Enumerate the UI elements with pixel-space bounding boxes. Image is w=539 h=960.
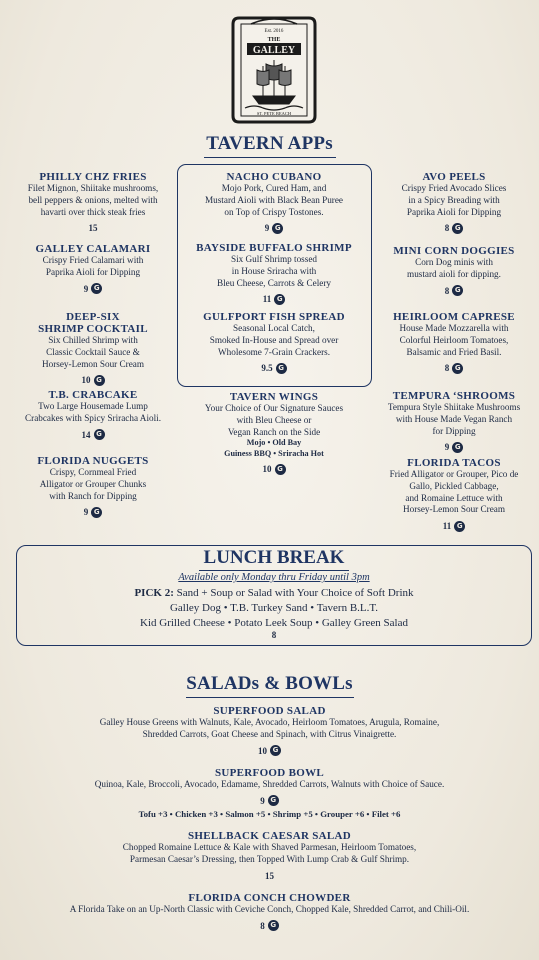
price: 8 — [271, 630, 277, 640]
menu-item-superfood-salad: SUPERFOOD SALAD Galley House Greens with Walnuts, Kale, Avocado, Heirloom Tomatoes, Arugula, Romaine, Shredded Carrots, Goat Cheese and Spinach, with Citrus Vinaigrette. 10 G — [99, 705, 440, 756]
gluten-free-icon: G — [268, 795, 279, 806]
wing-sauce-list: Mojo • Old Bay — [246, 438, 302, 448]
lunch-availability: Available only Monday thru Friday until 3pm — [178, 572, 370, 583]
price: 10 — [262, 464, 272, 475]
gluten-free-icon: G — [91, 283, 102, 294]
gluten-free-icon: G — [452, 285, 463, 296]
menu-item-tavern-wings: TAVERN WINGS Your Choice of Our Signature Sauces with Bleu Cheese or Vegan Ranch on the Side Mojo • Old Bay Guiness BBQ • Sriracha Hot 10 G — [172, 391, 376, 477]
gluten-free-icon: G — [454, 521, 465, 532]
price: 9 — [444, 442, 450, 453]
menu-item-florida-nuggets: FLORIDA NUGGETS Crispy, Cornmeal Fried Alligator or Grouper Chunks with Ranch for Dipping 9 G — [37, 455, 149, 518]
menu-item-philly-chz-fries: PHILLY CHZ FRIES Filet Mignon, Shiitake mushrooms, bell peppers & onions, melted with havarti over thick steak fries 15 — [27, 171, 159, 234]
menu-item-shellback-caesar-salad: SHELLBACK CAESAR SALAD Chopped Romaine Lettuce & Kale with Shaved Parmesan, Heirloom Tomatoes, Parmesan Caesar’s Dressing, then Topped With Lump Crab & Gulf Shrimp. 15 — [122, 830, 417, 881]
price: 15 — [88, 223, 98, 234]
menu-item-florida-conch-chowder: FLORIDA CONCH CHOWDER A Florida Take on an Up-North Classic with Ceviche Conch, Chopped Kale, Shredded Carrot, and Chili-Oil. 8 G — [69, 892, 470, 931]
gluten-free-icon: G — [94, 375, 105, 386]
menu-item-mini-corn-doggies: MINI CORN DOGGIES Corn Dog minis with mustard aioli for dipping. 8 G — [393, 245, 515, 296]
salads-bowls-title: SALADs & BOWLs — [0, 673, 539, 698]
menu-item-deep-six-shrimp-cocktail: DEEP-SIX SHRIMP COCKTAIL Six Chilled Shrimp with Classic Cocktail Sauce & Horsey-Lemon Sour Cream 10 G — [38, 311, 148, 386]
menu-item-avo-peels: AVO PEELS Crispy Fried Avocado Slices in a Spicy Breading with Paprika Aioli for Dipping 8 G — [401, 171, 507, 234]
menu-item-bayside-buffalo-shrimp: BAYSIDE BUFFALO SHRIMP Six Gulf Shrimp tossed in House Sriracha with Bleu Cheese, Carrots & Celery 11 G — [196, 242, 352, 305]
gluten-free-icon: G — [272, 223, 283, 234]
price: 10 — [81, 375, 91, 386]
logo-name: GALLEY — [252, 45, 296, 56]
menu-item-tempura-shrooms: TEMPURA ‘SHROOMS Tempura Style Shiitake Mushrooms with House Made Vegan Ranch for Dipping 9 G — [387, 390, 521, 453]
lunch-break-title: LUNCH BREAK — [16, 547, 532, 571]
gluten-free-icon: G — [452, 223, 463, 234]
price: 11 — [262, 294, 272, 305]
price: 9 — [83, 283, 89, 294]
gluten-free-icon: G — [275, 464, 286, 475]
price: 8 — [444, 223, 450, 234]
menu-item-superfood-bowl: SUPERFOOD BOWL Quinoa, Kale, Broccoli, Avocado, Edamame, Shredded Carrots, Walnuts with Choice of Sauce. 9 G Tofu +3 • Chicken +3 • Salmon +5 • Shrimp +5 • Grouper +6 • Filet +6 — [0, 767, 539, 819]
wing-sauce-list: Guiness BBQ • Sriracha Hot — [224, 448, 324, 458]
logo-location: ST. PETE BEACH — [256, 111, 292, 116]
price: 10 — [258, 745, 267, 756]
price: 9 — [260, 795, 265, 806]
price: 9 — [264, 223, 270, 234]
lunch-pick-two: PICK 2: Sand + Soup or Salad with Your Choice of Soft Drink Galley Dog • T.B. Turkey Sand • Tavern B.L.T. Kid Grilled Cheese • Potato Leek Soup • Galley Green Salad 8 — [16, 587, 532, 640]
price: 15 — [265, 870, 274, 881]
galley-logo — [229, 12, 319, 128]
gluten-free-icon: G — [270, 745, 281, 756]
price: 8 — [444, 285, 450, 296]
price: 8 — [260, 920, 265, 931]
price: 8 — [444, 363, 450, 374]
gluten-free-icon: G — [452, 442, 463, 453]
price: 14 — [81, 429, 91, 440]
svg-text:THE: THE — [267, 37, 281, 43]
gluten-free-icon: G — [94, 429, 105, 440]
menu-item-galley-calamari: GALLEY CALAMARI Crispy Fried Calamari with Paprika Aioli for Dipping 9 G — [35, 243, 151, 294]
tavern-apps-title: TAVERN APPs — [0, 133, 539, 158]
price: 9.5 — [261, 363, 273, 374]
gluten-free-icon: G — [91, 507, 102, 518]
price: 11 — [442, 521, 452, 532]
menu-item-tb-crabcake: T.B. CRABCAKE Two Large Housemade Lump Crabcakes with Spicy Sriracha Aioli. 14 G — [25, 389, 161, 440]
menu-item-heirloom-caprese: HEIRLOOM CAPRESE House Made Mozzarella with Colorful Heirloom Tomatoes, Balsamic and Fried Basil. 8 G — [393, 311, 515, 374]
gluten-free-icon: G — [268, 920, 279, 931]
menu-item-nacho-cubano: NACHO CUBANO Mojo Pork, Cured Ham, and Mustard Aioli with Black Bean Puree on Top of Crispy Tostones. 9 G — [204, 171, 344, 234]
gluten-free-icon: G — [276, 363, 287, 374]
menu-item-gulfport-fish-spread: GULFPORT FISH SPREAD Seasonal Local Catch, Smoked In-House and Spread over Wholesome 7-Grain Crackers. 9.5 G — [203, 311, 345, 374]
price: 9 — [83, 507, 89, 518]
menu-item-florida-tacos: FLORIDA TACOS Fried Alligator or Grouper, Pico de Gallo, Pickled Cabbage, and Romaine Lettuce with Horsey-Lemon Sour Cream 11 G — [389, 457, 519, 532]
protein-addons: Tofu +3 • Chicken +3 • Salmon +5 • Shrimp +5 • Grouper +6 • Filet +6 — [138, 808, 401, 819]
logo-est: Est. 2016 — [264, 29, 284, 34]
gluten-free-icon: G — [274, 294, 285, 305]
gluten-free-icon: G — [452, 363, 463, 374]
